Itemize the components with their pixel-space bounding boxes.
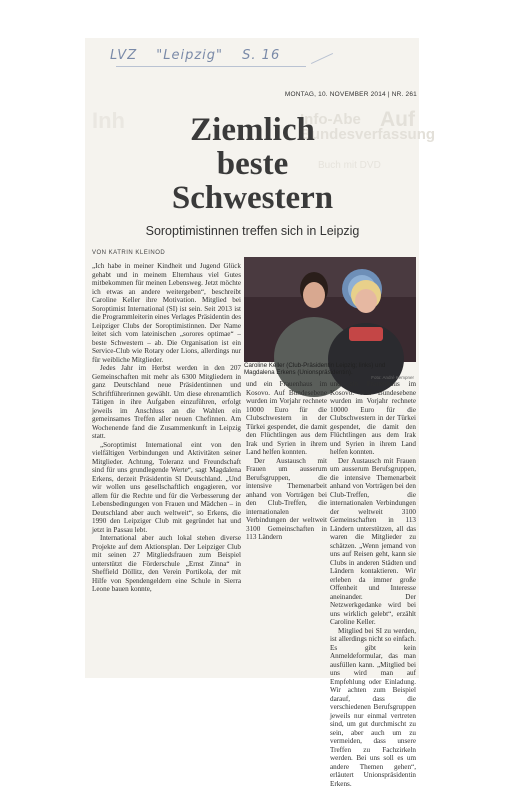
bleed-through-text-1: Info-Abe Bundesverfassung [300, 112, 415, 142]
paragraph: Der Austausch mit Frauen um ausserum Berufsgruppen, die intensive Themenarbeit anhand von Vorträgen bei den Club-Treffen, die internationalen Verbindungen der weltweit 3100 Gemeinschaften in 113 Ländern [246, 457, 327, 542]
paragraph: „Soroptimist International eint von den vielfältigen Verbindungen und Aktivitäten seiner Mitglieder. Achtung, Toleranz und Freundschaft sind für uns grundlegende Werte“, sagt Magdalena Erkens, derzeit Präsidentin SI Deutschland. „Und wir wollen uns gesellschaftlich engagieren, vor allem für die Rechte und für die Verbesserung der Lebensbedingungen von Frauen und Mädchen – in Deutschland aber auch weltweit“, so Erkens, die 1990 den Leipziger Club mit gegründet hat und jetzt in Passau lebt. [92, 441, 241, 535]
article-photo [244, 257, 416, 362]
paragraph: „Ich habe in meiner Kindheit und Jugend Glück gehabt und in meinem Elternhaus viel Gutes mitbekommen für meinen Lebensweg. Jetzt möchte ich etwas an andere weitergeben“, beschreibt Caroline Keller ihre Motivation. Mitglied bei Soroptimist International (SI) ist sein. Seit 2013 ist die Programmleiterin eines Verlages Präsidentin des Leipziger Clubs der Soroptimistinnen. Der Name leitet sich vom lateinischen „sorores optimae“ – beste Schwestern – ab. Die Organisation ist ein Service-Club wie Rotary oder Lions, allerdings nur für weibliche Mitglieder. [92, 262, 241, 364]
handwritten-underline [116, 66, 306, 67]
handwritten-city: "Leipzig" [156, 48, 223, 63]
photo-credit: Foto: André Kempner [244, 375, 414, 380]
article-column-left [92, 262, 241, 687]
paragraph: und ein Frauenhaus im Kosovo. Auf Bundesebene wurden im Vorjahr rechnete 10000 Euro für die Clubschwestern in der Türkei gespendet, die damit den Flüchtlingen aus dem Irak und Syrien in ihrem Land helfen konnten. [330, 380, 416, 457]
headline [90, 113, 415, 215]
masthead-dateline: MONTAG, 10. NOVEMBER 2014 | NR. 261 [250, 91, 417, 98]
photo-caption: Caroline Keller (Club-Präsidentin Leipzig; links) und Magdalena Erkens (Unionspräsidentin). [244, 362, 416, 377]
byline: VON KATRIN KLEINOD [92, 250, 242, 256]
handwritten-source: LVZ [110, 48, 137, 63]
photo-two-women [244, 257, 416, 362]
article-column-middle [246, 380, 327, 687]
paragraph: Der Austausch mit Frauen um ausserum Berufsgruppen, die intensive Themenarbeit anhand von Vorträgen bei den Club-Treffen, die internationalen Verbindungen der weltweit 3100 Gemeinschaften in 113 Ländern unterstützen, all das waren die Mitglieder zu schätzen. „Wenn jemand von uns auf Reisen geht, kann sie Clubs in anderen Städten und Ländern kontaktieren. Wir erleben da immer große Offenheit und Interesse aneinander. Der Netzwerkgedanke wird bei uns wirklich gelebt“, erzählt Caroline Keller. [330, 457, 416, 627]
headline-line-2: beste [90, 147, 415, 181]
headline-line-3: Schwestern [90, 181, 415, 215]
article-column-right [330, 380, 416, 687]
paragraph: International aber auch lokal stehen diverse Projekte auf dem Aktionsplan. Der Leipziger Club mit seinen 27 Mitgliedsfrauen zum Beispiel unterstützt die Förderschule „Ernst Zinna“ in Sheffield Döll​itz, den Verein Portikola, der mit Hilfe von Spendengeldern eine Schule in Sierra Leone bauen konnte, [92, 534, 241, 594]
subheadline: Soroptimistinnen treffen sich in Leipzig [90, 224, 415, 238]
headline-line-1: Ziemlich [90, 113, 415, 147]
handwritten-stroke [311, 53, 333, 64]
handwritten-source-note [110, 48, 410, 63]
paragraph: Mitglied bei SI zu werden, ist allerdings nicht so einfach. Es gibt kein Anmeldeformular, das man ausfüllen kann. „Mitglied bei uns wird man auf Empfehlung oder Einladung. Wir achten zum Beispiel darauf, dass die verschiedenen Berufsgruppen jeweils nur einmal vertreten sind, um gut durchmischt zu sein, aber auch um zu vermeiden, dass unsere Treffen zu Fachzirkeln werden. Bei uns soll es um andere Themen gehen“, erläutert Unionspräsidentin Erkens. [330, 627, 416, 788]
paragraph: Jedes Jahr im Herbst werden in den 207 Gemeinschaften mit mehr als 6300 Mitgliedern in ganz Deutschland neue Präsidentinnen und Schriftführerinnen gewählt. Um diese ehrenamtlich Tätigen in ihre Aufgaben einzuführen, erfolgt jeweils im Anschluss an die Wahlen ein gemeinsames Treffen aller neuen Chefinnen. Am Wochenende fand die Zusammenkunft in Leipzig statt. [92, 364, 241, 441]
bleed-through-left: Inh [92, 108, 125, 134]
bleed-through-text-2: Auf [380, 108, 415, 132]
handwritten-page: S. 16 [242, 48, 280, 63]
paragraph: und ein Frauenhaus im Kosovo. Auf Bundesebene wurden im Vorjahr rechnete 10000 Euro für die Clubschwestern in der Türkei gespendet, die damit den Flüchtlingen aus dem Irak und Syrien in ihrem Land helfen konnten. [246, 380, 327, 457]
bleed-through-text-3: Buch mit DVD [318, 160, 381, 171]
